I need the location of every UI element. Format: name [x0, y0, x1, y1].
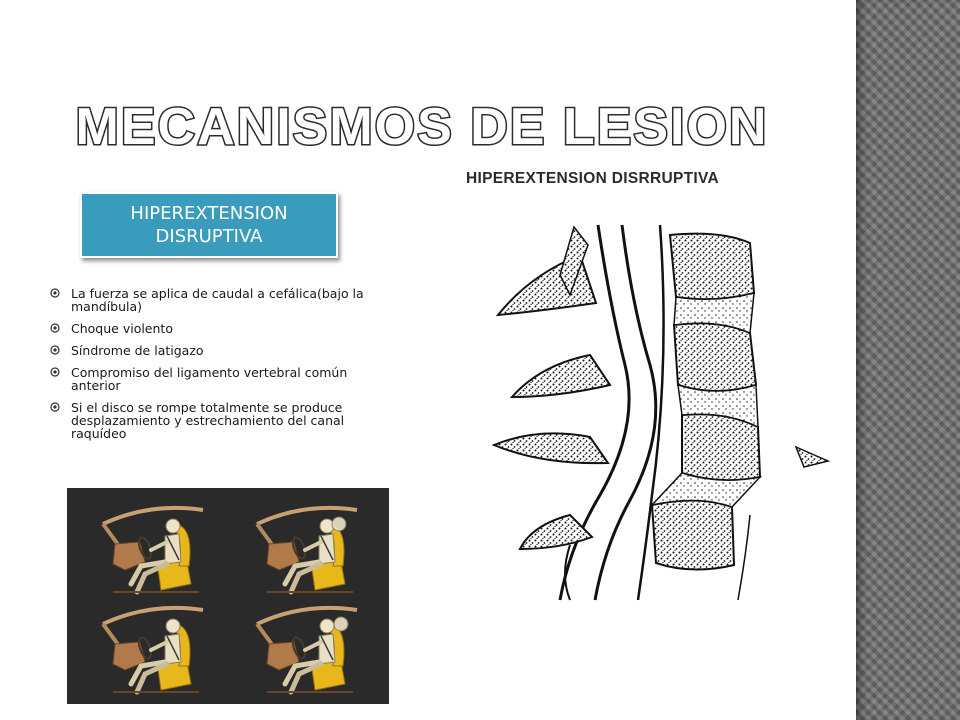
circled-dot-icon [50, 402, 60, 412]
side-decoration-strip [856, 0, 960, 720]
subtitle-text: HIPEREXTENSION DISRUPTIVA [130, 203, 288, 247]
bullet-item [50, 344, 365, 357]
figure-caption: HIPEREXTENSION DISRRUPTIVA [466, 170, 719, 187]
spine-illustration [420, 215, 840, 600]
circled-dot-icon [50, 288, 60, 298]
bullet-text: Choque violento [71, 321, 173, 336]
slide-title [75, 92, 769, 162]
subtitle-box [80, 192, 338, 258]
bullet-list [50, 287, 365, 449]
bullet-item [50, 401, 365, 440]
bullet-text: Compromiso del ligamento vertebral común anterior [71, 365, 348, 393]
crash-test-illustration [67, 488, 389, 704]
bullet-text: Síndrome de latigazo [71, 343, 204, 358]
bullet-text: La fuerza se aplica de caudal a cefálica(bajo la mandíbula) [71, 286, 364, 314]
bullet-item [50, 322, 365, 335]
bullet-text: Si el disco se rompe totalmente se produce desplazamiento y estrechamiento del canal raquídeo [71, 400, 345, 441]
slide-title-text: MECANISMOS DE LESION [75, 98, 769, 156]
circled-dot-icon [50, 323, 60, 333]
circled-dot-icon [50, 345, 60, 355]
circled-dot-icon [50, 367, 60, 377]
bullet-item [50, 366, 365, 392]
bullet-item [50, 287, 365, 313]
